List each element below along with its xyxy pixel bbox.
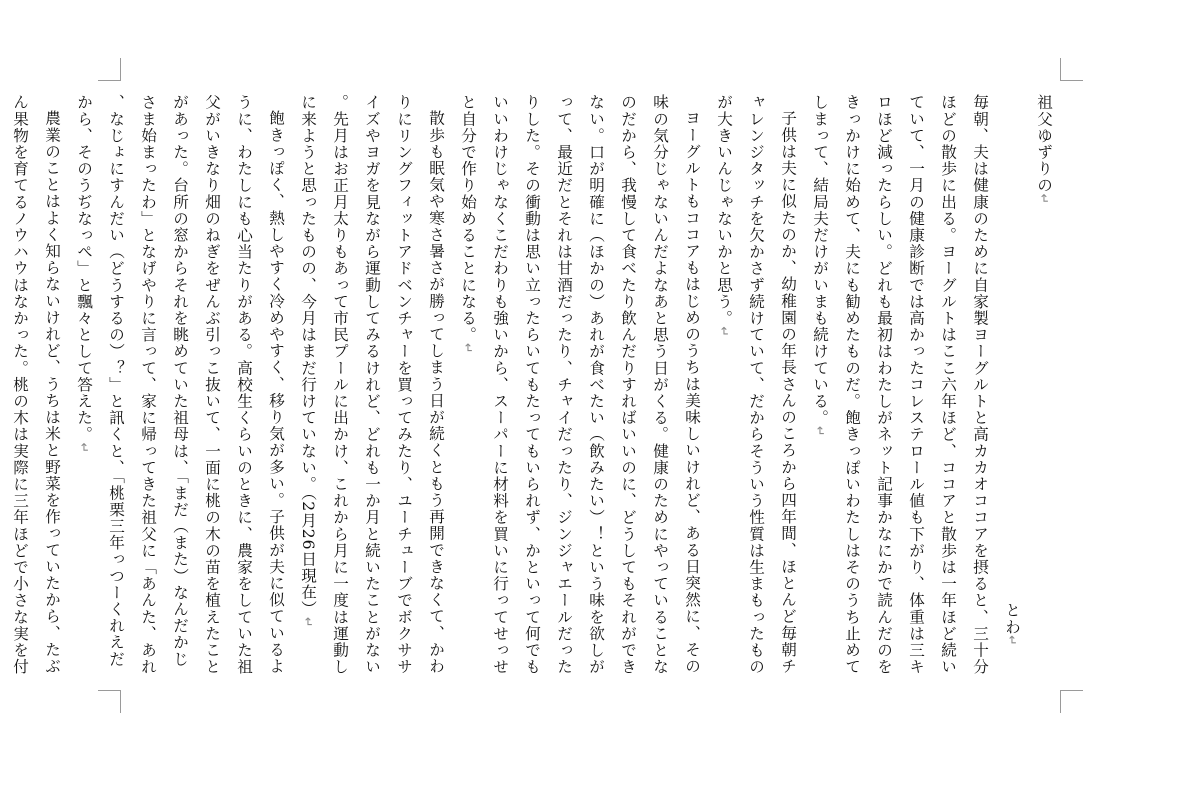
paragraph-mark-icon: ↵ <box>717 326 732 338</box>
title-text: 祖父ゆずりの <box>1035 94 1053 194</box>
paragraph-mark-icon: ↵ <box>813 426 828 438</box>
paragraph-mark-icon: ↵ <box>1037 193 1052 206</box>
crop-mark-top-right <box>1060 58 1083 81</box>
paragraph-mark-icon: ↵ <box>461 343 476 355</box>
document-body <box>0 94 1060 680</box>
paragraph: ヨーグルトもココアもはじめのうちは美味しいけれど、ある日突然に、その味の気分じゃないんだよなあと思う日がくる。健康のためにやっていることなのだから、我慢して食べたり飲んだりすればいいのに、どうしてもそれができない。口が明確に（ほかの）あれが食べたい（飲みたい）！という味を欲しがって、最近だとそれは甘酒だったり、チャイだったり、ジンジャエールだったりした。その衝動は思い立ったらいてもたってもいられず、かといって何でもいいわけじゃなくこだわりも強いから、スーパーに材料を買いに行ってせっせと自分で作り始めることになる。↵ <box>459 94 701 675</box>
paragraph: 農業のことはよく知らないけれど、うちは米と野菜を作っていたから、たぶん果物を育てるノウハウはなかった。桃の木は実際に三年ほどで小さな実を付 <box>11 94 61 675</box>
paragraph: 飽きっぽく、熱しやすく冷めやすく、移り気が多い。子供が夫に似ているように、わたしにも心当たりがある。高校生くらいのときに、農家をしていた祖父がいきなり畑のねぎをぜんぶ引っこ抜いて、一面に桃の木の苗を植えたことがあった。台所の窓からそれを眺めていた祖母は、「まだ（また）なんだかじさま始まったわ」となげやりに言って、家に帰ってきた祖父に「あんた、あれ、なじょにすんだい（どうするの）？」と訊くと、「桃栗三年っつーくれえだから、そのうぢなっぺ」と飄々として答えた。↵ <box>75 94 285 675</box>
vertical-text-area[interactable] <box>11 94 1060 680</box>
author-text: とわ <box>1003 602 1021 636</box>
paragraph: 散歩も眠気や寒さ暑さが勝ってしまう日が続くともう再開できなくて、かわりにリングフィットアドベンチャーを買ってみたり、ユーチューブでボクササイズやヨガを見ながら運動してみるけれど、どれも一か月と続いたことがない。先月はお正月太りもあって市民プールに出かけ、これから月に一度は運動しに来ようと思ったものの、今月はまだ行けていない。（2月26日現在）↵ <box>299 94 445 675</box>
crop-mark-bottom-left <box>98 690 121 713</box>
paragraph-mark-icon: ↵ <box>77 442 92 455</box>
paragraph: 子供は夫に似たのか、幼稚園の年長さんのころから四年間、ほとんど毎朝チャレンジタッチを欠かさず続けていて、だからそういう性質は生まもったものが大きいんじゃないかと思う。↵ <box>715 94 797 675</box>
crop-mark-top-left <box>98 58 121 81</box>
crop-mark-bottom-right <box>1060 690 1083 713</box>
paragraph-mark-icon: ↵ <box>301 616 316 629</box>
document-author <box>996 94 1028 680</box>
paragraph-mark-icon: ↵ <box>1005 635 1020 647</box>
document-title <box>1028 94 1060 680</box>
paragraph: 毎朝、夫は健康のために自家製ヨーグルトと高カカオココアを摂ると、三十分ほどの散歩に出る。ヨーグルトはここ六年ほど、ココアと散歩は一年ほど続いていて、一月の健康診断では高かったコレステロール値も下がり、体重は三キロほど減ったらしい。どれも最初はわたしがネット記事かなにかで読んだのをきっかけに始めて、夫にも勧めたものだ。飽きっぽいわたしはそのうち止めてしまって、結局夫だけがいまも続けている。↵ <box>811 94 989 675</box>
